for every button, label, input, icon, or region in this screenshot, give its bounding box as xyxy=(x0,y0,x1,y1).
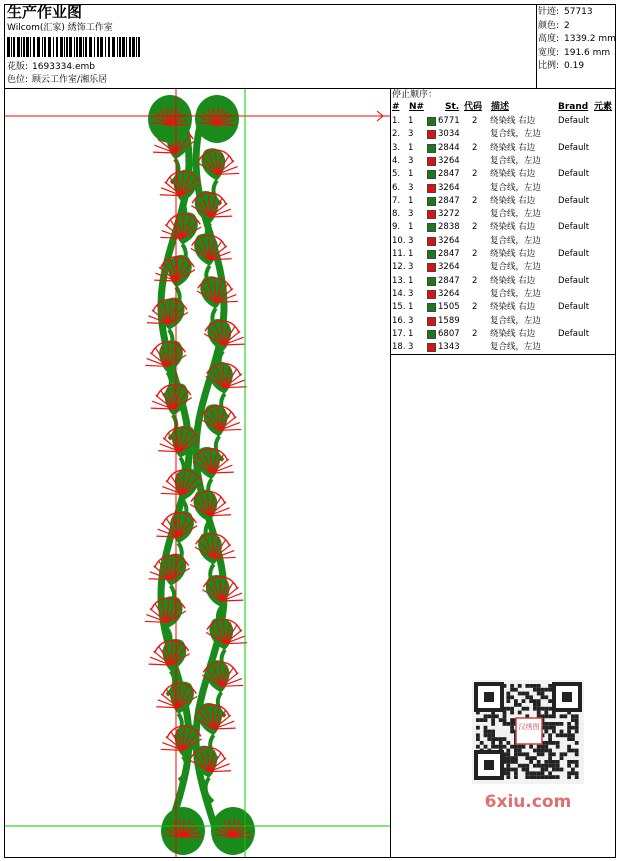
stat-scale: 比例: 0.19 xyxy=(538,61,585,71)
row-num: 16. xyxy=(392,315,406,326)
row-brand: Default xyxy=(558,222,590,233)
stat-stitches: 针迹: 57713 xyxy=(538,7,593,17)
color-swatch xyxy=(427,343,436,352)
row-needle: 1 xyxy=(408,142,414,153)
row-needle: 1 xyxy=(408,328,414,339)
row-desc: 绕染线 右边 xyxy=(490,169,536,180)
row-num: 8. xyxy=(392,209,401,220)
color-swatch xyxy=(427,117,436,126)
page-title: 生产作业图 xyxy=(7,3,83,21)
row-stitches: 1505 xyxy=(438,302,460,313)
sequence-row xyxy=(390,328,618,341)
color-swatch xyxy=(427,170,436,179)
qr-code-icon xyxy=(472,680,584,812)
row-code: 2 xyxy=(472,169,478,180)
pattern-info xyxy=(7,62,95,73)
sequence-row xyxy=(390,155,618,168)
row-code: 2 xyxy=(472,328,478,339)
color-swatch xyxy=(427,263,436,272)
header-divider-right xyxy=(536,4,537,88)
row-desc: 复合线，左边 xyxy=(490,129,542,140)
sequence-title: 停止顺序： xyxy=(392,90,438,100)
row-num: 3. xyxy=(392,142,401,153)
row-desc: 复合线，左边 xyxy=(490,155,542,166)
row-num: 2. xyxy=(392,129,401,140)
color-swatch xyxy=(427,303,436,312)
col-header-element: 元素 xyxy=(594,102,613,112)
row-num: 12. xyxy=(392,262,406,273)
color-swatch xyxy=(427,237,436,246)
col-header-code: 代码 xyxy=(464,102,483,112)
studio-subtitle: Wilcom(汇家) 綉饰工作室 xyxy=(7,23,113,33)
row-needle: 3 xyxy=(408,262,414,273)
row-code: 2 xyxy=(472,116,478,126)
row-needle: 3 xyxy=(408,235,414,246)
sequence-row xyxy=(390,182,618,195)
sequence-row xyxy=(390,315,618,328)
color-swatch xyxy=(427,250,436,259)
stat-colors: 颜色: 2 xyxy=(538,20,570,31)
row-code: 2 xyxy=(472,302,478,313)
row-num: 6. xyxy=(392,182,401,193)
sequence-row xyxy=(390,142,618,155)
row-stitches: 3264 xyxy=(438,155,460,166)
row-needle: 3 xyxy=(408,129,414,140)
row-desc: 绕染线 右边 xyxy=(490,249,536,259)
row-stitches: 2847 xyxy=(438,169,460,180)
row-desc: 绕染线 右边 xyxy=(490,195,536,206)
row-brand: Default xyxy=(558,302,590,313)
row-stitches: 3034 xyxy=(438,129,460,140)
row-stitches: 6807 xyxy=(438,328,460,339)
row-brand: Default xyxy=(558,195,590,206)
row-stitches: 2844 xyxy=(438,142,460,153)
row-stitches: 2847 xyxy=(438,249,460,259)
row-num: 10. xyxy=(392,235,406,246)
row-stitches: 1343 xyxy=(438,342,460,353)
col-header-n: N# xyxy=(409,102,425,112)
col-header-brand: Brand xyxy=(558,102,589,112)
color-swatch xyxy=(427,330,436,339)
row-stitches: 3264 xyxy=(438,288,460,299)
row-stitches: 3272 xyxy=(438,209,460,220)
color-swatch xyxy=(427,290,436,299)
row-stitches: 1589 xyxy=(438,315,460,326)
stat-width: 宽度: 191.6 mm xyxy=(538,47,611,58)
color-swatch xyxy=(427,144,436,153)
stamp-text: 汉绣图 xyxy=(518,723,540,731)
row-num: 4. xyxy=(392,155,401,166)
sequence-row xyxy=(390,248,618,261)
row-num: 1. xyxy=(392,116,401,126)
row-brand: Default xyxy=(558,169,590,180)
color-swatch xyxy=(427,157,436,166)
row-num: 7. xyxy=(392,195,401,206)
row-needle: 3 xyxy=(408,155,414,166)
color-swatch xyxy=(427,210,436,219)
row-desc: 复合线，左边 xyxy=(490,182,542,193)
site-watermark: 6xiu.com xyxy=(484,792,572,812)
row-desc: 绕染线 右边 xyxy=(490,222,536,233)
row-stitches: 2847 xyxy=(438,195,460,206)
row-needle: 1 xyxy=(408,169,414,180)
row-desc: 复合线，左边 xyxy=(490,315,542,326)
row-num: 14. xyxy=(392,288,406,299)
row-desc: 复合线，左边 xyxy=(490,288,542,299)
row-desc: 绕染线 右边 xyxy=(490,328,536,339)
sequence-row xyxy=(390,221,618,234)
row-num: 9. xyxy=(392,222,401,233)
watermark xyxy=(472,680,584,812)
row-needle: 1 xyxy=(408,302,414,313)
sequence-row xyxy=(390,275,618,288)
row-stitches: 3264 xyxy=(438,262,460,273)
color-swatch xyxy=(427,130,436,139)
sequence-row xyxy=(390,208,618,221)
row-stitches: 2847 xyxy=(438,275,460,286)
row-code: 2 xyxy=(472,195,478,206)
row-desc: 绕染线 右边 xyxy=(490,302,536,313)
row-code: 2 xyxy=(472,142,478,153)
pattern-value: 1693334.emb xyxy=(32,62,96,72)
colorway-label: 色位: xyxy=(7,75,29,85)
row-desc: 绕染线 右边 xyxy=(490,116,536,126)
row-needle: 3 xyxy=(408,209,414,220)
row-needle: 1 xyxy=(408,222,414,233)
sequence-row xyxy=(390,261,618,274)
sequence-row xyxy=(390,115,618,128)
row-brand: Default xyxy=(558,116,590,126)
row-desc: 复合线，左边 xyxy=(490,342,542,353)
colorway-value: 顾云工作室/湘乐居 xyxy=(32,75,108,85)
row-num: 13. xyxy=(392,275,406,286)
row-num: 5. xyxy=(392,169,401,180)
row-brand: Default xyxy=(558,275,590,286)
col-header-num: # xyxy=(392,102,400,112)
row-needle: 3 xyxy=(408,182,414,193)
row-stitches: 2838 xyxy=(438,222,460,233)
row-needle: 3 xyxy=(408,315,414,326)
sequence-row xyxy=(390,235,618,248)
stats-panel xyxy=(538,6,614,74)
pattern-label: 花版: xyxy=(7,62,29,72)
sequence-row xyxy=(390,195,618,208)
sequence-row xyxy=(390,168,618,181)
colorway-info xyxy=(7,75,107,86)
row-num: 15. xyxy=(392,302,406,313)
color-swatch xyxy=(427,184,436,193)
col-header-st: St. xyxy=(445,102,460,112)
row-desc: 绕染线 右边 xyxy=(490,142,536,153)
row-needle: 1 xyxy=(408,249,414,259)
row-stitches: 3264 xyxy=(438,235,460,246)
color-swatch xyxy=(427,223,436,232)
row-brand: Default xyxy=(558,142,590,153)
sequence-row xyxy=(390,341,618,354)
stat-height: 高度: 1339.2 mm xyxy=(538,34,616,44)
row-desc: 复合线，左边 xyxy=(490,235,542,246)
barcode xyxy=(7,37,141,57)
color-swatch xyxy=(427,197,436,206)
row-stitches: 3264 xyxy=(438,182,460,193)
row-needle: 1 xyxy=(408,195,414,206)
row-desc: 绕染线 右边 xyxy=(490,275,536,286)
row-stitches: 6771 xyxy=(438,116,460,126)
row-num: 17. xyxy=(392,328,406,339)
embroidery-preview xyxy=(5,89,390,857)
row-brand: Default xyxy=(558,328,590,339)
row-needle: 1 xyxy=(408,116,414,126)
color-swatch xyxy=(427,317,436,326)
row-desc: 复合线，左边 xyxy=(490,209,542,220)
row-needle: 3 xyxy=(408,342,414,353)
row-desc: 复合线，左边 xyxy=(490,262,542,273)
row-num: 11. xyxy=(392,249,406,259)
row-needle: 1 xyxy=(408,275,414,286)
row-needle: 3 xyxy=(408,288,414,299)
row-code: 2 xyxy=(472,275,478,286)
row-code: 2 xyxy=(472,249,478,259)
row-code: 2 xyxy=(472,222,478,233)
sequence-row xyxy=(390,288,618,301)
row-brand: Default xyxy=(558,249,590,259)
sequence-row xyxy=(390,128,618,141)
col-header-desc: 描述 xyxy=(491,102,510,112)
sequence-row xyxy=(390,301,618,314)
row-num: 18. xyxy=(392,342,406,353)
color-swatch xyxy=(427,277,436,286)
